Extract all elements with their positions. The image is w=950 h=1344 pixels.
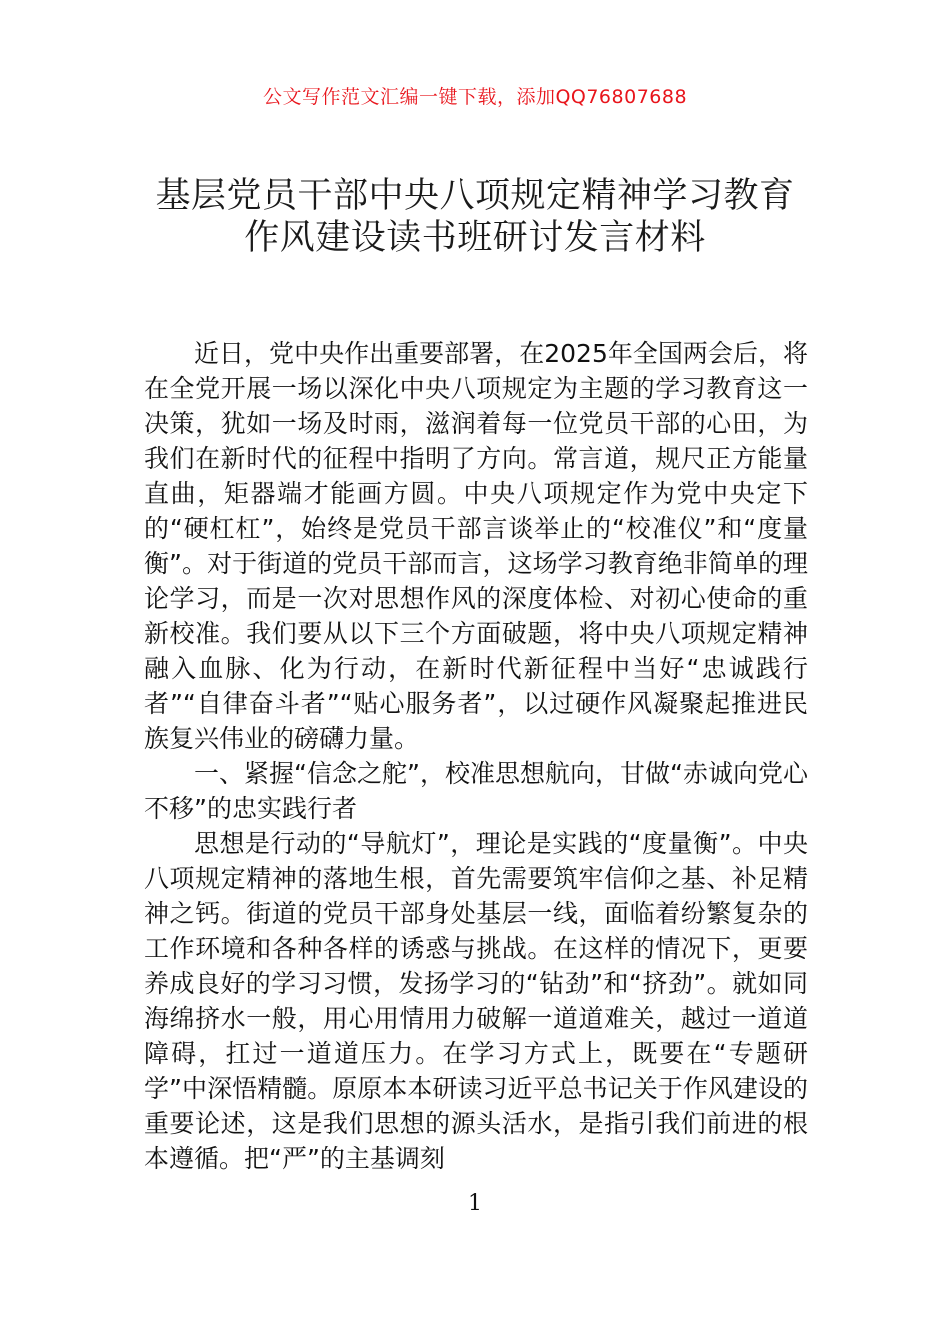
document-title-line-2: 作风建设读书班研讨发言材料: [244, 218, 706, 258]
page-number: 1: [468, 1191, 482, 1216]
intro-paragraph: 近日，党中央作出重要部署，在2025年全国两会后，将在全党开展一场以深化中央八项规定为主题的学习教育这一决策，犹如一场及时雨，滋润着每一位党员干部的心田，为我们在新时代的征程中指明了方向。常言道，规尺正方能量直曲，矩器端才能画方圆。中央八项规定作为党中央定下的“硬杠杠”，始终是党员干部言谈举止的“校准仪”和“度量衡”。对于街道的党员干部而言，这场学习教育绝非简单的理论学习，而是一次对思想作风的深度体检、对初心使命的重新校准。我们要从以下三个方面破题，将中央八项规定精神融入血脉、化为行动，在新时代新征程中当好“忠诚践行者”“自律奋斗者”“贴心服务者”，以过硬作风凝聚起推进民族复兴伟业的磅礴力量。: [144, 339, 808, 753]
download-notice: 公文写作范文汇编一键下载，添加QQ76807688: [262, 86, 688, 108]
section-heading-1: 一、紧握“信念之舵”，校准思想航向，甘做“赤诚向党心不移”的忠实践行者: [144, 759, 808, 823]
document-title-line-1: 基层党员干部中央八项规定精神学习教育: [155, 176, 795, 216]
document-body: [144, 336, 808, 1176]
section-1-paragraph: 思想是行动的“导航灯”，理论是实践的“度量衡”。中央八项规定精神的落地生根，首先需要筑牢信仰之基、补足精神之钙。街道的党员干部身处基层一线，面临着纷繁复杂的工作环境和各种各样的诱惑与挑战。在这样的情况下，更要养成良好的学习习惯，发扬学习的“钻劲”和“挤劲”。就如同海绵挤水一般，用心用情用力破解一道道难关，越过一道道障碍，扛过一道道压力。在学习方式上，既要在“专题研学”中深悟精髓。原原本本研读习近平总书记关于作风建设的重要论述，这是我们思想的源头活水，是指引我们前进的根本遵循。把“严”的主基调刻: [144, 829, 808, 1173]
